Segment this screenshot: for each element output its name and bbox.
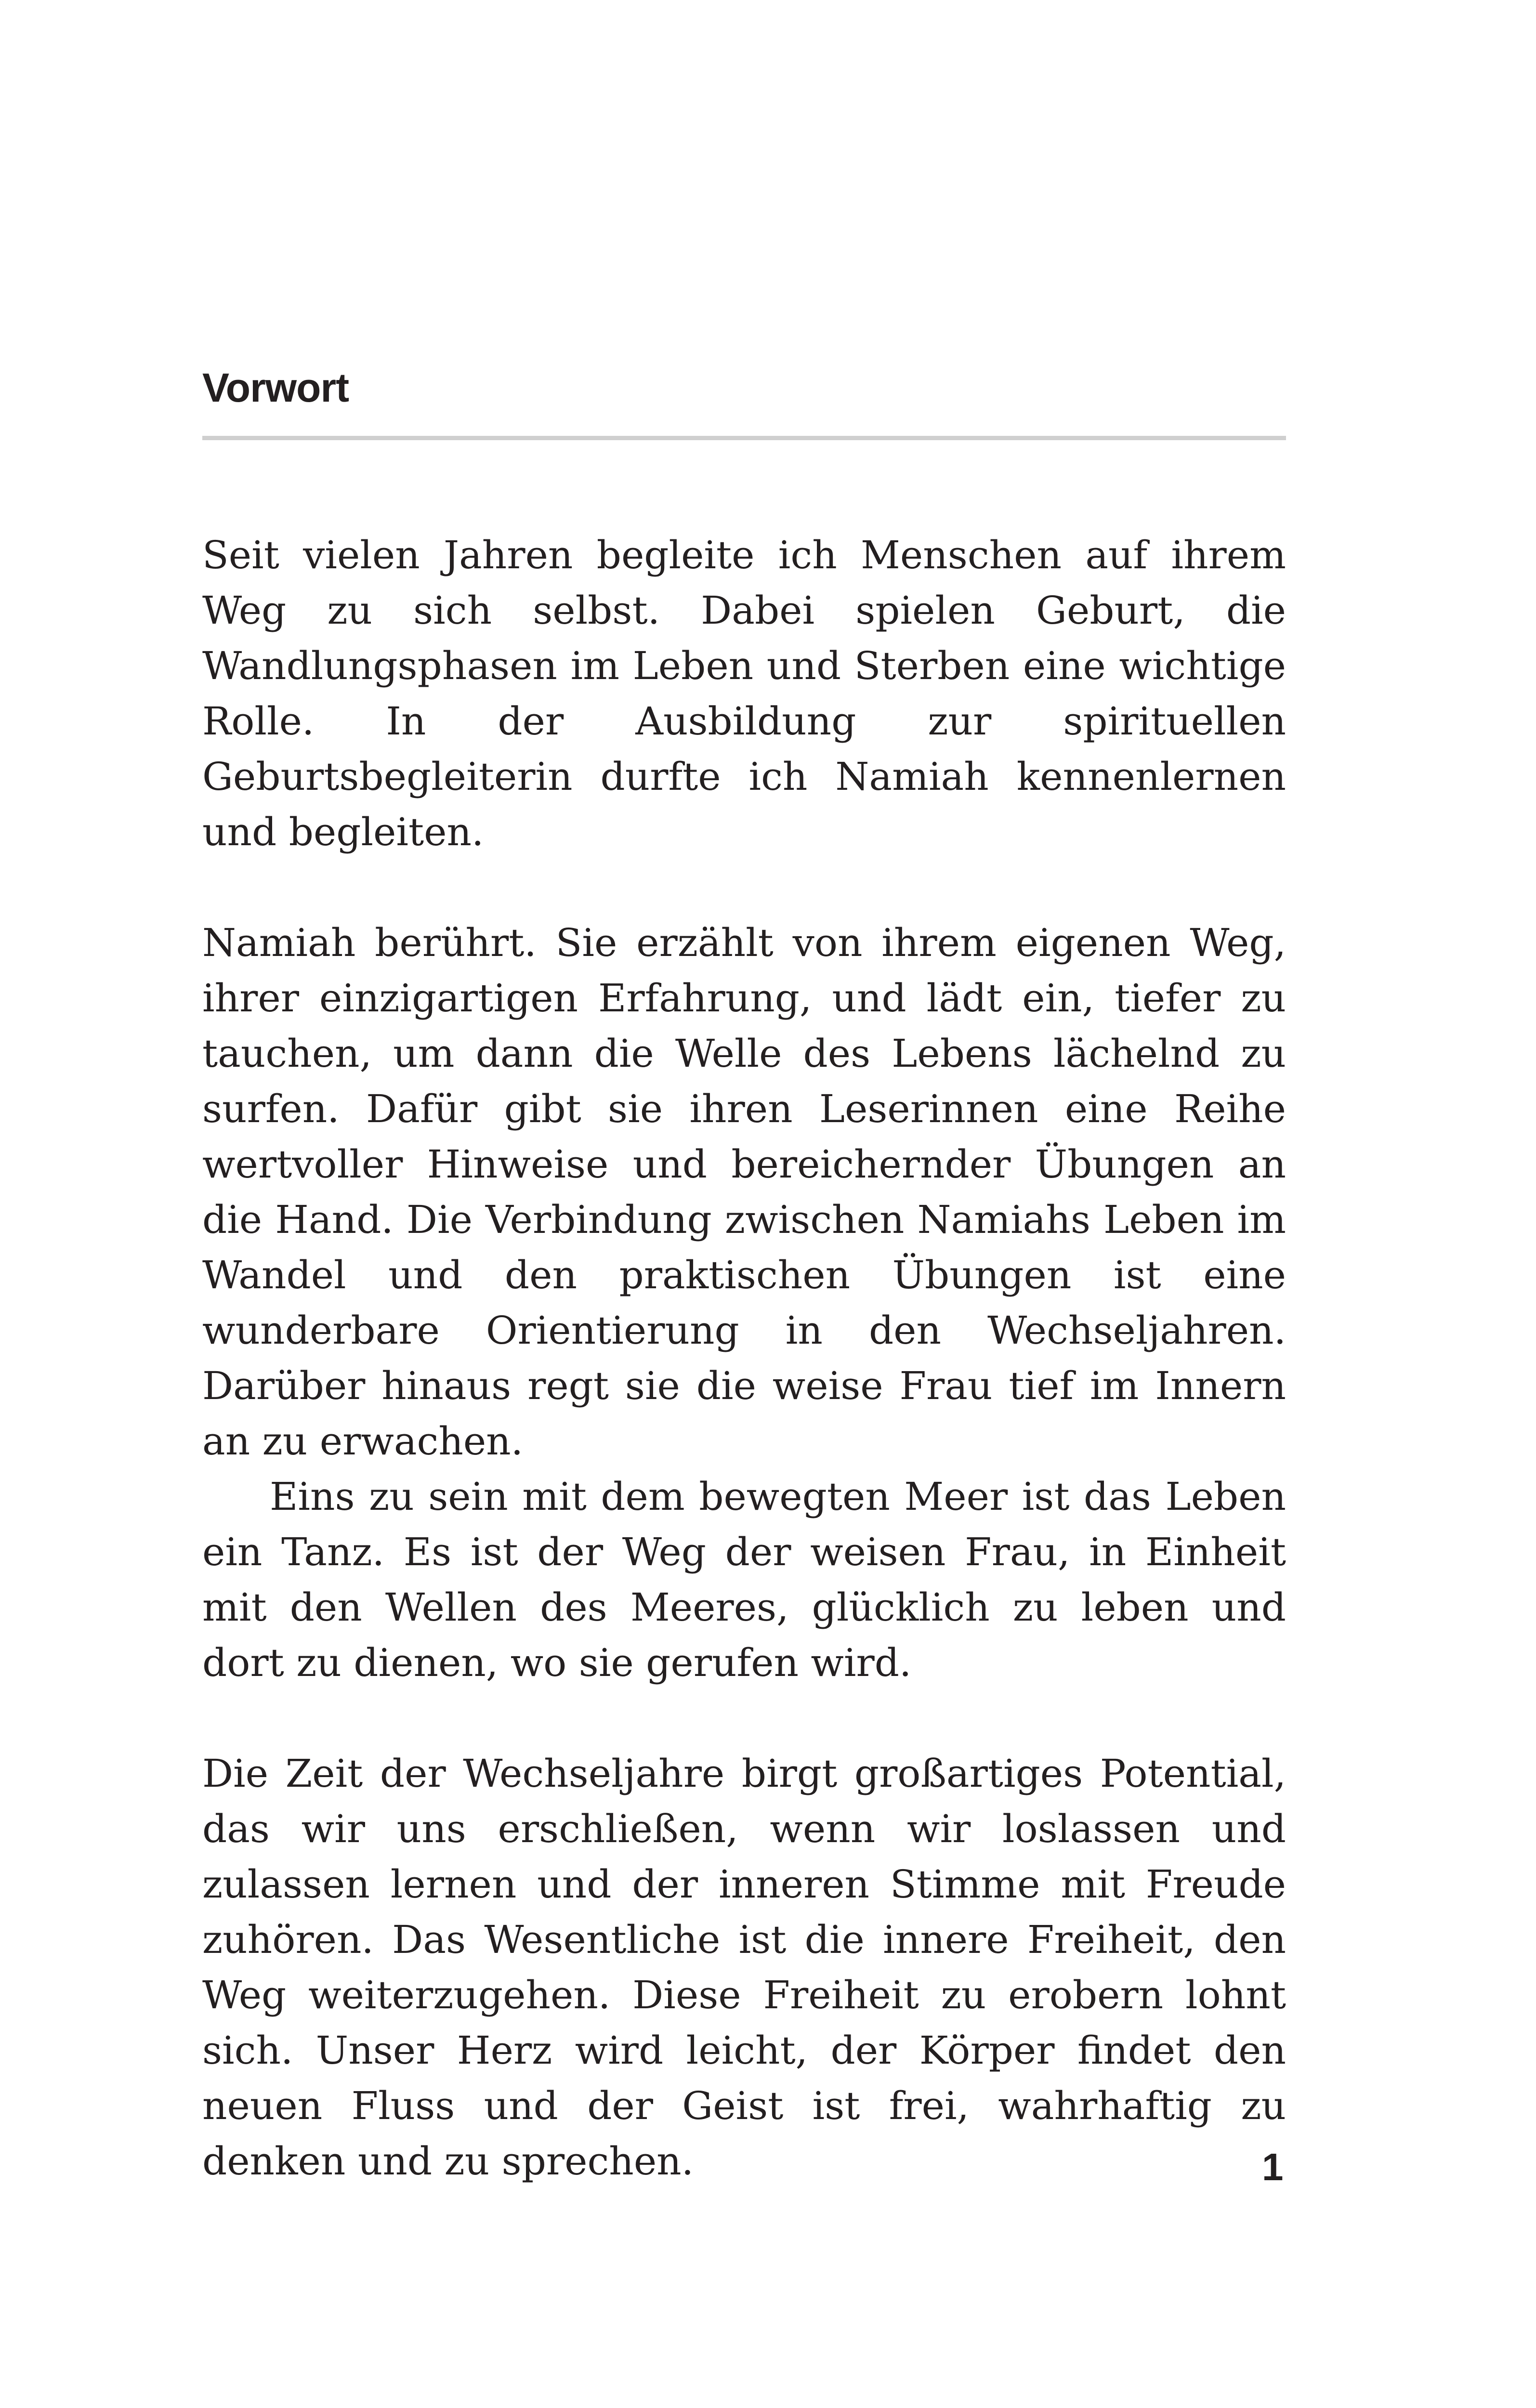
body-text [202, 527, 1286, 2189]
paragraph-2: Namiah berührt. Sie erzählt von ihrem eigenen Weg, ihrer einzigartigen Erfahrung, und lädt ein, tiefer zu tauchen, um dann die Welle des Lebens lächelnd zu surfen. Dafür gibt sie ihren Leserinnen eine Reihe wertvoller Hinweise und bereichernder Übungen an die Hand. Die Verbindung zwischen Namiahs Leben im Wandel und den praktischen Übungen ist eine wunderbare Orientierung in den Wechseljahren. Darüber hinaus regt sie die weise Frau tief im Innern an zu erwachen. [202, 920, 1286, 1464]
chapter-heading: Vorwort [202, 365, 349, 410]
heading-divider [202, 436, 1286, 440]
paragraph-4: Die Zeit der Wechseljahre birgt großartiges Potential, das wir uns erschließen, wenn wir loslassen und zulassen lernen und der inneren Stimme mit Freude zuhören. Das Wesentliche ist die innere Freiheit, den Weg weiterzugehen. Diese Freiheit zu erobern lohnt sich. Unser Herz wird leicht, der Körper findet den neuen Fluss und der Geist ist frei, wahrhaftig zu denken und zu sprechen. [202, 1751, 1286, 2184]
page-number: 1 [1262, 2146, 1284, 2188]
paragraph-1: Seit vielen Jahren begleite ich Menschen auf ihrem Weg zu sich selbst. Dabei spielen Geburt, die Wandlungsphasen im Leben und Sterben eine wichtige Rolle. In der Ausbildung zur spirituellen Geburtsbegleiterin durfte ich Namiah kennenlernen und begleiten. [202, 533, 1286, 854]
paragraph-3: Eins zu sein mit dem bewegten Meer ist das Leben ein Tanz. Es ist der Weg der weisen Frau, in Einheit mit den Wellen des Meeres, glücklich zu leben und dort zu dienen, wo sie gerufen wird. [202, 1474, 1286, 1685]
